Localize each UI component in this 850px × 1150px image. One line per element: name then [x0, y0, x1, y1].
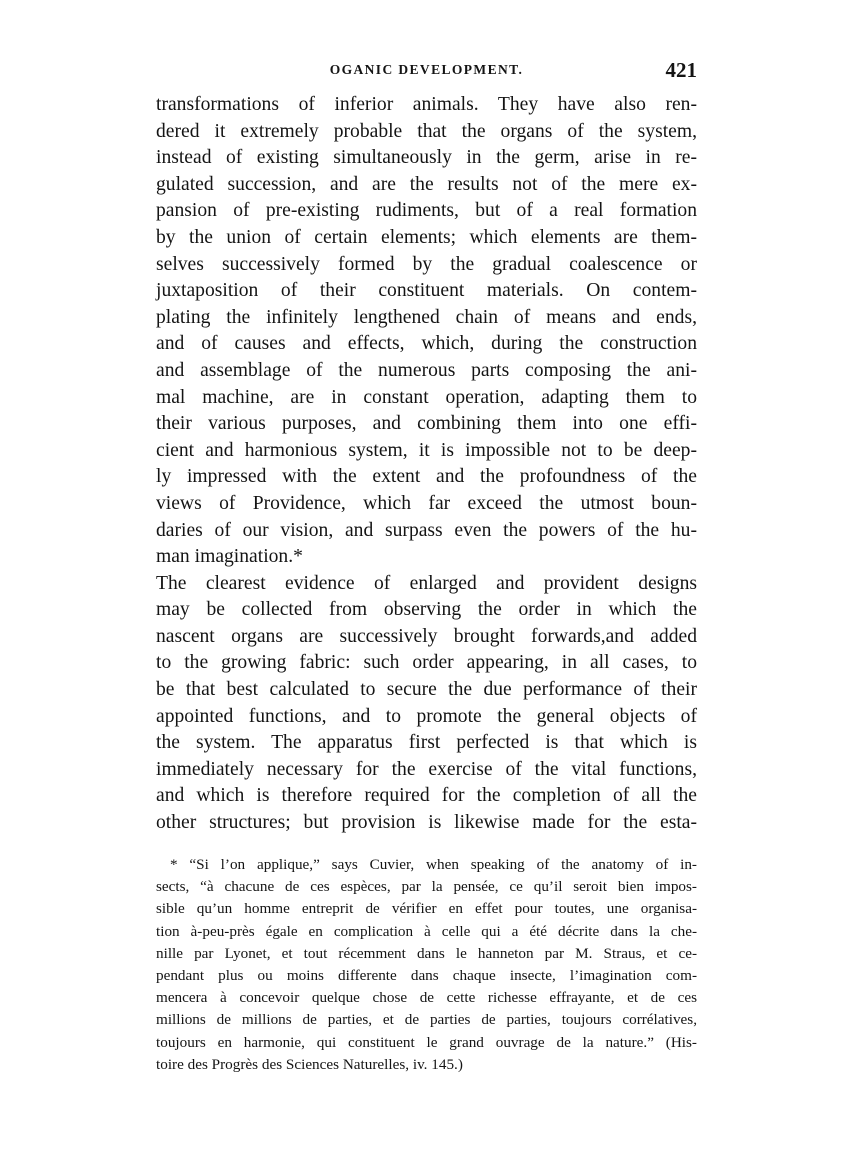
text-line: dered it extremely probable that the organs of the system, [156, 120, 697, 142]
body-text [156, 92, 697, 837]
text-line: appointed functions, and to promote the general objects of [156, 705, 697, 727]
footnote-line: nille par Lyonet, et tout récemment dans le hanneton par M. Straus, et ce- [156, 944, 697, 962]
text-line: juxtaposition of their constituent materials. On contem- [156, 280, 697, 302]
text-line: immediately necessary for the exercise of the vital functions, [156, 758, 697, 780]
text-line: views of Providence, which far exceed the utmost boun- [156, 492, 697, 514]
running-title: OGANIC DEVELOPMENT. [329, 62, 524, 77]
text-line: man imagination.* [156, 546, 303, 568]
text-line: nascent organs are successively brought forwards,and added [156, 625, 697, 647]
footnote [156, 854, 697, 1076]
text-line: The clearest evidence of enlarged and provident designs [156, 572, 697, 594]
text-line: ly impressed with the extent and the profoundness of the [156, 466, 697, 488]
text-line: plating the infinitely lengthened chain of means and ends, [156, 306, 697, 328]
text-line: daries of our vision, and surpass even the powers of the hu- [156, 519, 697, 541]
footnote-line: mencera à concevoir quelque chose de cette richesse effrayante, et de ces [156, 989, 697, 1007]
running-head [156, 58, 697, 88]
footnote-line: millions de millions de parties, et de parties de parties, toujours corrélatives, [156, 1011, 697, 1029]
text-line: be that best calculated to secure the due performance of their [156, 679, 697, 701]
text-line: other structures; but provision is likewise made for the esta- [156, 812, 697, 834]
text-line: cient and harmonious system, it is impossible not to be deep- [156, 439, 697, 461]
text-line: may be collected from observing the order in which the [156, 599, 697, 621]
text-line: their various purposes, and combining them into one effi- [156, 413, 697, 435]
paragraph-2 [156, 571, 697, 837]
footnote-line: sects, “à chacune de ces espèces, par la pensée, ce qu’il seroit bien impos- [156, 878, 697, 896]
footnote-line: pendant plus ou moins differente dans chaque insecte, l’imagination com- [156, 967, 697, 985]
footnote-line: toire des Progrès des Sciences Naturelles, iv. 145.) [156, 1055, 463, 1073]
text-line: and which is therefore required for the completion of all the [156, 785, 697, 807]
text-line: instead of existing simultaneously in the germ, arise in re- [156, 147, 697, 169]
text-line: and assemblage of the numerous parts composing the ani- [156, 359, 697, 381]
footnote-line: * “Si l’on applique,” says Cuvier, when speaking of the anatomy of in- [170, 856, 697, 873]
text-line: to the growing fabric: such order appearing, in all cases, to [156, 652, 697, 674]
text-line: the system. The apparatus first perfected is that which is [156, 732, 697, 754]
footnote-line: tion à-peu-près égale en complication à celle qui a été décrite dans la che- [156, 922, 697, 940]
text-line: selves successively formed by the gradual coalescence or [156, 253, 697, 275]
page-number: 421 [665, 58, 697, 82]
text-line: transformations of inferior animals. They have also ren- [156, 94, 697, 115]
text-line: gulated succession, and are the results not of the mere ex- [156, 173, 697, 195]
footnote-line: toujours en harmonie, qui constituent le grand ouvrage de la nature.” (His- [156, 1033, 697, 1051]
footnote-line: sible qu’un homme entreprit de vérifier en effet pour toutes, une organisa- [156, 900, 697, 918]
text-line: pansion of pre-existing rudiments, but of a real formation [156, 200, 697, 222]
paragraph-1 [156, 92, 697, 571]
text-line: by the union of certain elements; which elements are them- [156, 226, 697, 248]
text-line: and of causes and effects, which, during the construction [156, 333, 697, 355]
text-line: mal machine, are in constant operation, adapting them to [156, 386, 697, 408]
